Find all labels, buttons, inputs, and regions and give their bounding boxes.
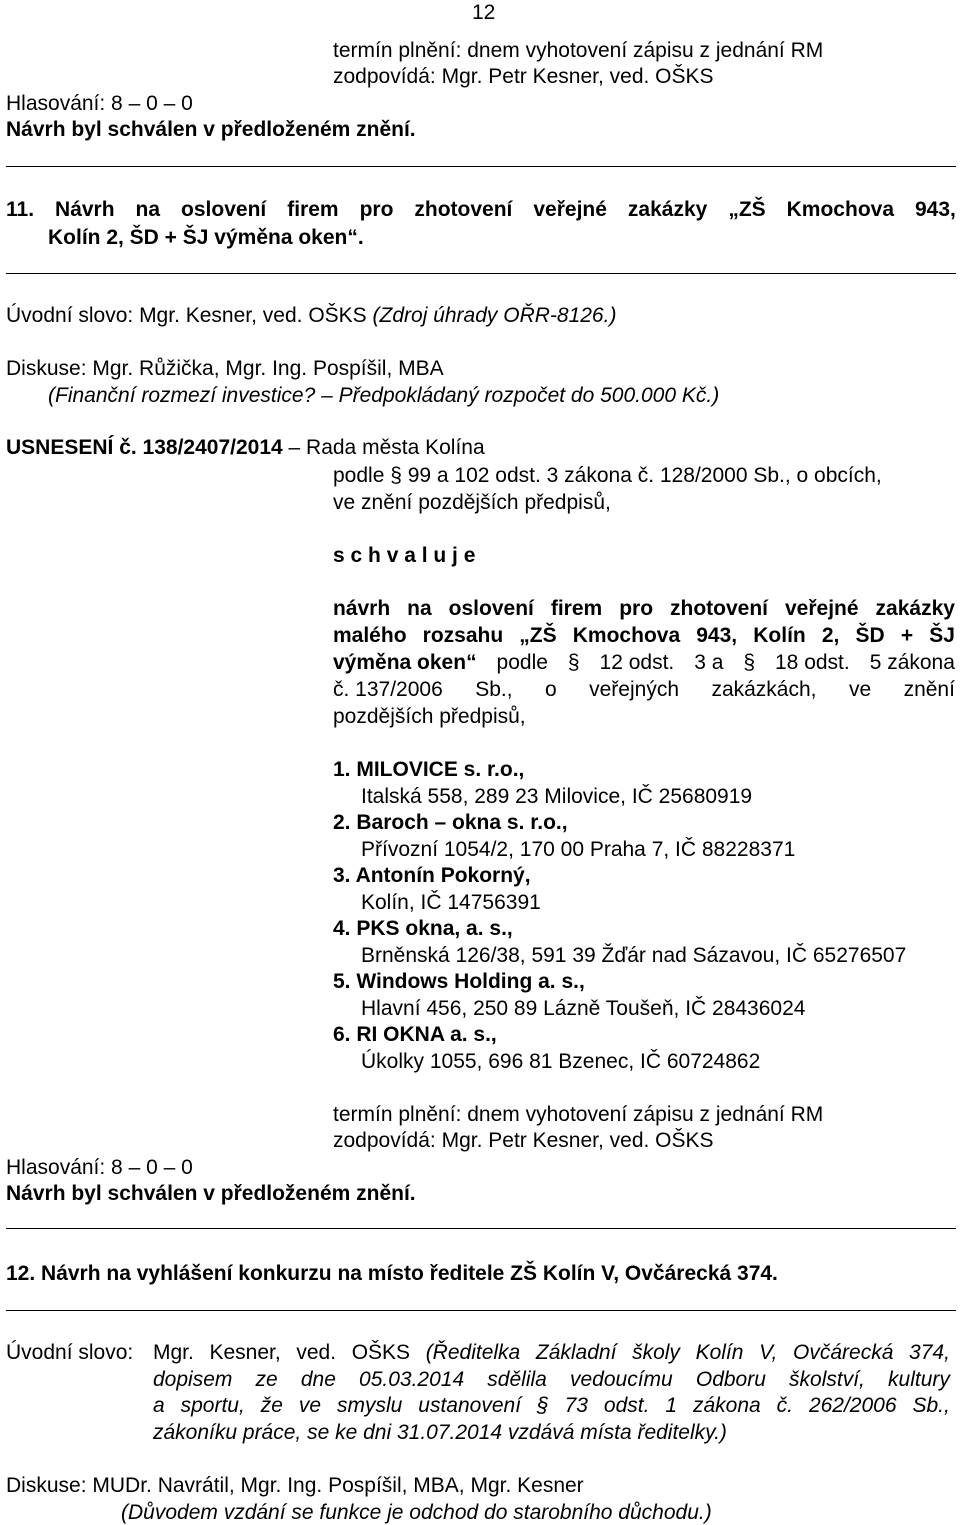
word: zakázky <box>627 198 708 221</box>
word: veřejné <box>785 597 859 620</box>
word: ve <box>848 678 872 701</box>
word: firem <box>550 597 603 620</box>
page-number: 12 <box>472 1 496 24</box>
word: 374, <box>909 1341 950 1364</box>
schvaleno-text: Návrh byl schválen v předloženém znění. <box>6 1182 416 1205</box>
uvodni-slovo-label: Úvodní slovo: <box>6 304 134 327</box>
word: zákona <box>693 1394 761 1417</box>
termin-plneni: termín plnění: dnem vyhotovení zápisu z jednání RM <box>333 1103 824 1126</box>
word: Ovčárecká <box>793 1341 894 1364</box>
word: Mgr. <box>153 1341 194 1364</box>
word: oslovení <box>448 597 534 620</box>
word: 2, <box>821 624 840 647</box>
word: ustanovení <box>418 1394 522 1417</box>
item12-uvodni-line3 <box>153 1395 950 1416</box>
word: rozsahu <box>422 624 504 647</box>
item11-navrh-line1 <box>333 598 955 619</box>
word: Odboru <box>695 1368 766 1391</box>
word: Sb., <box>475 678 513 701</box>
word: znění <box>903 678 955 701</box>
item12-diskuse-note: (Důvodem vzdání se funkce je odchod do starobního důchodu.) <box>121 1501 712 1524</box>
word: 5 zákona <box>869 651 955 674</box>
word: 262/2006 <box>808 1394 897 1417</box>
word: školy <box>632 1341 680 1364</box>
word: 943, <box>914 198 956 221</box>
word: zhotovení <box>414 198 513 221</box>
word: pro <box>619 597 654 620</box>
word: ŠD <box>855 624 885 647</box>
word: odst. <box>603 1394 650 1417</box>
word: smyslu <box>337 1394 403 1417</box>
firm-address: Italská 558, 289 23 Milovice, IČ 25680919 <box>361 785 753 808</box>
word: „ZŠ <box>728 198 766 221</box>
item11-diskuse <box>6 358 444 379</box>
item12-title: 12. Návrh na vyhlášení konkurzu na místo ředitele ZŠ Kolín V, Ovčárecká 374. <box>6 1262 778 1285</box>
diskuse-value: MUDr. Navrátil, Mgr. Ing. Pospíšil, MBA, Mgr. Kesner <box>86 1474 584 1497</box>
item11-title-line1 <box>6 199 956 220</box>
uvodni-slovo-note: (Zdroj úhrady OŘR-8126.) <box>372 304 617 327</box>
firm-address: Úkolky 1055, 696 81 Bzenec, IČ 60724862 <box>361 1050 761 1073</box>
word: návrh <box>333 597 391 620</box>
word: 73 <box>564 1394 588 1417</box>
separator-line <box>6 273 956 274</box>
zodpovida: zodpovídá: Mgr. Petr Kesner, ved. OŠKS <box>333 1129 714 1152</box>
zodpovida: zodpovídá: Mgr. Petr Kesner, ved. OŠKS <box>333 65 714 88</box>
item11-schvaluje: s c h v a l u j e <box>333 544 476 567</box>
word: 18 odst. <box>775 651 850 674</box>
item11-navrh-line2 <box>333 625 955 646</box>
word: Kmochova <box>572 624 681 647</box>
word: Kmochova <box>786 198 894 221</box>
word: pro <box>359 198 394 221</box>
item11-podle2: ve znění pozdějších předpisů, <box>333 491 611 514</box>
word: 11. <box>6 198 35 221</box>
word: malého <box>333 624 407 647</box>
diskuse-value: Mgr. Růžička, Mgr. Ing. Pospíšil, MBA <box>86 357 444 380</box>
word: § <box>536 1394 549 1417</box>
word: veřejných <box>589 678 680 701</box>
word: 12 odst. <box>599 651 675 674</box>
word: ved. <box>296 1341 337 1364</box>
word: sportu, <box>180 1394 245 1417</box>
schvaleno-text: Návrh byl schválen v předloženém znění. <box>6 118 416 141</box>
item11-diskuse-note: (Finanční rozmezí investice? – Předpokládaný rozpočet do 500.000 Kč.) <box>48 384 720 407</box>
uvodni-slovo-value: Mgr. Kesner, ved. OŠKS <box>133 304 373 327</box>
firm-name: 2. Baroch – okna s. r.o., <box>333 811 568 834</box>
item12-uvodni-line4: zákoníku práce, se ke dni 31.07.2014 vzdává místa ředitelky.) <box>153 1421 727 1444</box>
item12-diskuse <box>6 1475 584 1496</box>
word: ze <box>255 1368 278 1391</box>
separator-line <box>6 1228 956 1229</box>
word: na <box>407 597 432 620</box>
word: školství, <box>789 1368 865 1391</box>
word: Kesner, <box>209 1341 281 1364</box>
item11-podle: podle § 99 a 102 odst. 3 zákona č. 128/2000 Sb., o obcích, <box>333 464 882 487</box>
word: „ZŠ <box>519 624 557 647</box>
word: č. 137/2006 <box>333 678 443 701</box>
word: a <box>153 1394 165 1417</box>
word: Návrh <box>55 198 115 221</box>
word: 943, <box>696 624 738 647</box>
word: výměna oken“ <box>333 651 477 674</box>
word: OŠKS <box>351 1341 411 1364</box>
firm-name: 3. Antonín Pokorný, <box>333 864 531 887</box>
firm-name: 5. Windows Holding a. s., <box>333 970 585 993</box>
word: Základní <box>535 1341 617 1364</box>
word: že <box>260 1394 283 1417</box>
word: oslovení <box>181 198 267 221</box>
item12-uvodni-slovo-label: Úvodní slovo: <box>6 1341 134 1364</box>
firm-address: Hlavní 456, 250 89 Lázně Toušeň, IČ 28436024 <box>361 997 806 1020</box>
word: 1 <box>665 1394 678 1417</box>
hlasovani: Hlasování: 8 – 0 – 0 <box>6 92 193 115</box>
word: veřejné <box>533 198 607 221</box>
word: Kolín <box>695 1341 744 1364</box>
item11-uvodni-slovo <box>6 305 616 326</box>
item11-navrh-line5: pozdějších předpisů, <box>333 705 526 728</box>
word: o <box>545 678 557 701</box>
item12-uvodni-line1 <box>153 1342 950 1363</box>
hlasovani: Hlasování: 8 – 0 – 0 <box>6 1156 193 1179</box>
word: (Ředitelka <box>425 1341 521 1364</box>
firm-name: 4. PKS okna, a. s., <box>333 917 513 940</box>
word: firem <box>287 198 339 221</box>
word: zakázky <box>875 597 955 620</box>
item11-title-line2: Kolín 2, ŠD + ŠJ výměna oken“. <box>48 226 364 249</box>
word: podle <box>496 651 548 674</box>
diskuse-label: Diskuse: <box>6 1474 87 1497</box>
word: zakázkách, <box>711 678 817 701</box>
word: Kolín <box>753 624 806 647</box>
separator-line <box>6 1310 956 1311</box>
word: Sb., <box>912 1394 950 1417</box>
word: + <box>900 624 914 647</box>
item11-navrh-line3 <box>333 652 955 673</box>
usneseni-label: USNESENÍ č. 138/2407/2014 <box>6 436 283 459</box>
item11-navrh-line4 <box>333 679 955 700</box>
termin-plneni: termín plnění: dnem vyhotovení zápisu z jednání RM <box>333 39 824 62</box>
diskuse-label: Diskuse: <box>6 357 87 380</box>
word: 3 a <box>694 651 724 674</box>
firm-address: Kolín, IČ 14756391 <box>361 891 541 914</box>
word: § <box>743 651 756 674</box>
word: § <box>567 651 580 674</box>
usneseni-body: – Rada města Kolína <box>282 436 485 459</box>
word: ve <box>298 1394 322 1417</box>
word: dopisem <box>153 1368 233 1391</box>
word: 05.03.2014 <box>359 1368 465 1391</box>
word: na <box>135 198 161 221</box>
separator-line <box>6 166 956 167</box>
word: V, <box>759 1341 778 1364</box>
word: kultury <box>888 1368 950 1391</box>
firm-address: Brněnská 126/38, 591 39 Žďár nad Sázavou, IČ 65276507 <box>361 944 907 967</box>
word: zhotovení <box>670 597 769 620</box>
word: č. <box>776 1394 793 1417</box>
word: dne <box>300 1368 336 1391</box>
word: sdělila <box>487 1368 547 1391</box>
word: vedoucímu <box>569 1368 673 1391</box>
firm-name: 6. RI OKNA a. s., <box>333 1023 497 1046</box>
item11-usneseni <box>6 437 485 458</box>
word: ŠJ <box>929 624 955 647</box>
item12-uvodni-line2 <box>153 1369 950 1390</box>
firm-address: Přívozní 1054/2, 170 00 Praha 7, IČ 88228371 <box>361 838 796 861</box>
firm-name: 1. MILOVICE s. r.o., <box>333 758 525 781</box>
